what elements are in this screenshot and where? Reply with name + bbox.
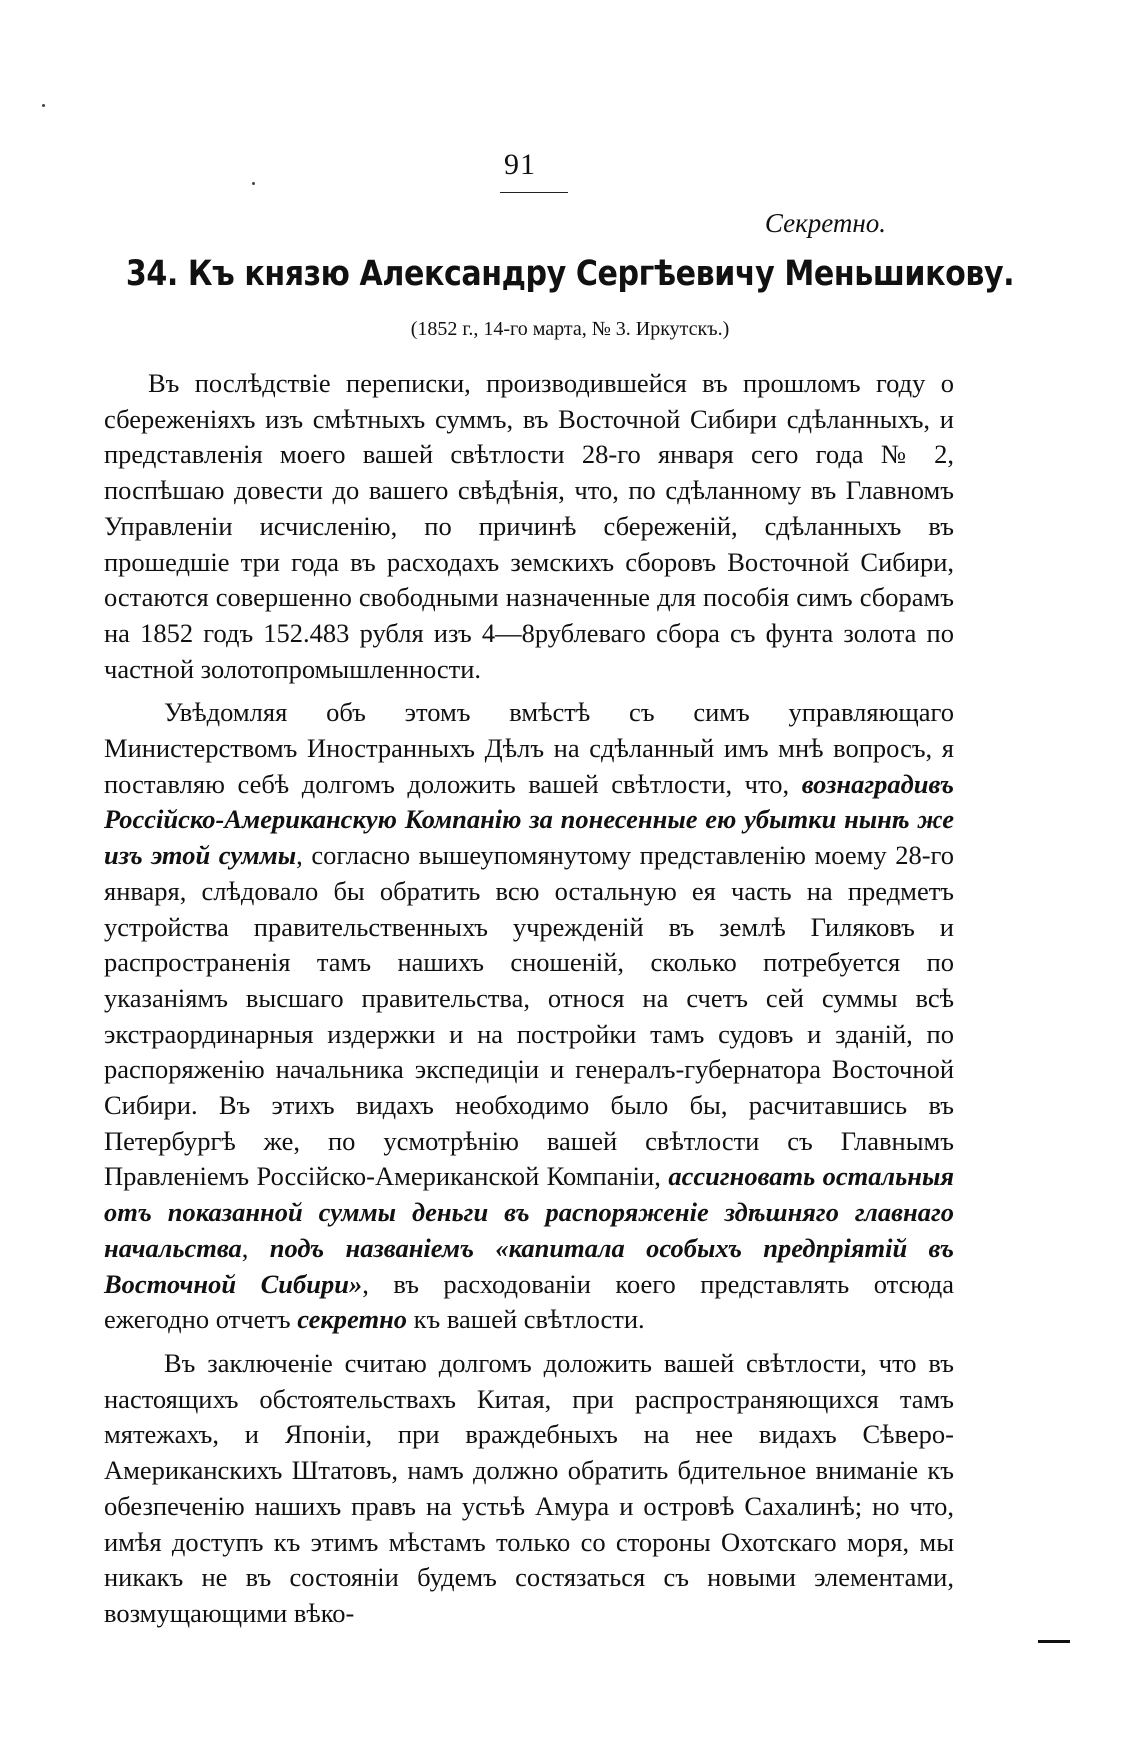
paragraph-2-text-2: , согласно вышеупомянутому представленію моему 28-го января, слѣдовало бы обратить всю остальную ея часть на предметъ устройства правительственныхъ учрежденій въ землѣ Гиляковъ и распространенія тамъ нашихъ сношеній, сколько потребуется по указаніямъ высшаго правительства, относя на счетъ сей суммы всѣ экстраординарныя издержки и на постройки тамъ судовъ и зданій, по распоряженію начальника экспедиціи и генералъ-губернатора Восточной Сибири. Въ этихъ видахъ необходимо было бы, расчитавшись въ Петербургѣ же, по усмотрѣнію вашей свѣтлости съ Главнымъ Правленіемъ Россійско-Американской Компаніи,: [104, 840, 954, 1192]
margin-mark: [1038, 1640, 1070, 1643]
letter-body: [104, 366, 954, 1640]
page-number-rule: [500, 192, 568, 193]
paragraph-2-emphasis-3: подъ названіемъ «капитала особыхъ предпріятій въ Восточной Сибири»: [104, 1232, 954, 1299]
letter-heading: 34. Къ князю Александру Сергѣевичу Меньшикову.: [125, 254, 1015, 294]
paragraph-2-text-3: ,: [241, 1232, 270, 1263]
scan-speck: [42, 104, 45, 107]
secrecy-marking: Секретно.: [764, 208, 886, 238]
paragraph-2-text-5: къ вашей свѣтлости.: [407, 1304, 645, 1335]
paragraph-2-text-1: Увѣдомляя объ этомъ вмѣстѣ съ симъ управляющаго Министерствомъ Иностранныхъ Дѣлъ на сдѣланный имъ мнѣ вопросъ, я поставляю себѣ долгомъ доложить вашей свѣтлости, что,: [104, 697, 954, 799]
letter-dateline: (1852 г., 14-го марта, № 3. Иркутскъ.): [410, 318, 730, 340]
scan-speck: [252, 182, 255, 185]
paragraph-2-emphasis-1: вознаградивъ Россійско-Американскую Компанію за понесенные ею убытки нынѣ же изъ этой суммы: [104, 768, 954, 871]
paragraph-2-text-4: , въ расходованіи коего представлять отсюда ежегодно отчетъ: [104, 1268, 954, 1335]
page-number: 91: [504, 148, 536, 181]
paragraph-1: Въ послѣдствіе переписки, производившейся въ прошломъ году о сбереженіяхъ изъ смѣтныхъ суммъ, въ Восточной Сибири сдѣланныхъ, и представленія моего вашей свѣтлости 28-го января сего года № 2, поспѣшаю довести до вашего свѣдѣнія, что, по сдѣланному въ Главномъ Управленіи исчисленію, по причинѣ сбереженій, сдѣланныхъ въ прошедшіе три года въ расходахъ земскихъ сборовъ Восточной Сибири, остаются совершенно свободными назначенные для пособія симъ сборамъ на 1852 годъ 152.483 рубля изъ 4—8рублеваго сбора съ фунта золота по частной золотопромышленности.: [104, 368, 954, 684]
paragraph-2: [104, 695, 954, 1338]
paragraph-2-emphasis-2: ассигновать остальныя отъ показанной суммы деньги въ распоряженіе здѣшняго главнаго начальства: [104, 1161, 955, 1263]
paragraph-3: Въ заключеніе считаю долгомъ доложить вашей свѣтлости, что въ настоящихъ обстоятельствахъ Китая, при распространяющихся тамъ мятежахъ, и Японіи, при враждебныхъ на нее видахъ Сѣверо-Американскихъ Штатовъ, намъ должно обратить бдительное вниманіе къ обезпеченію нашихъ правъ на устьѣ Амура и островѣ Сахалинѣ; но что, имѣя доступъ къ этимъ мѣстамъ только со стороны Охотскаго моря, мы никакъ не въ состояніи будемъ состязаться съ новыми элементами, возмущающими вѣко-: [104, 1347, 954, 1628]
paragraph-2-emphasis-4: секретно: [297, 1304, 408, 1335]
